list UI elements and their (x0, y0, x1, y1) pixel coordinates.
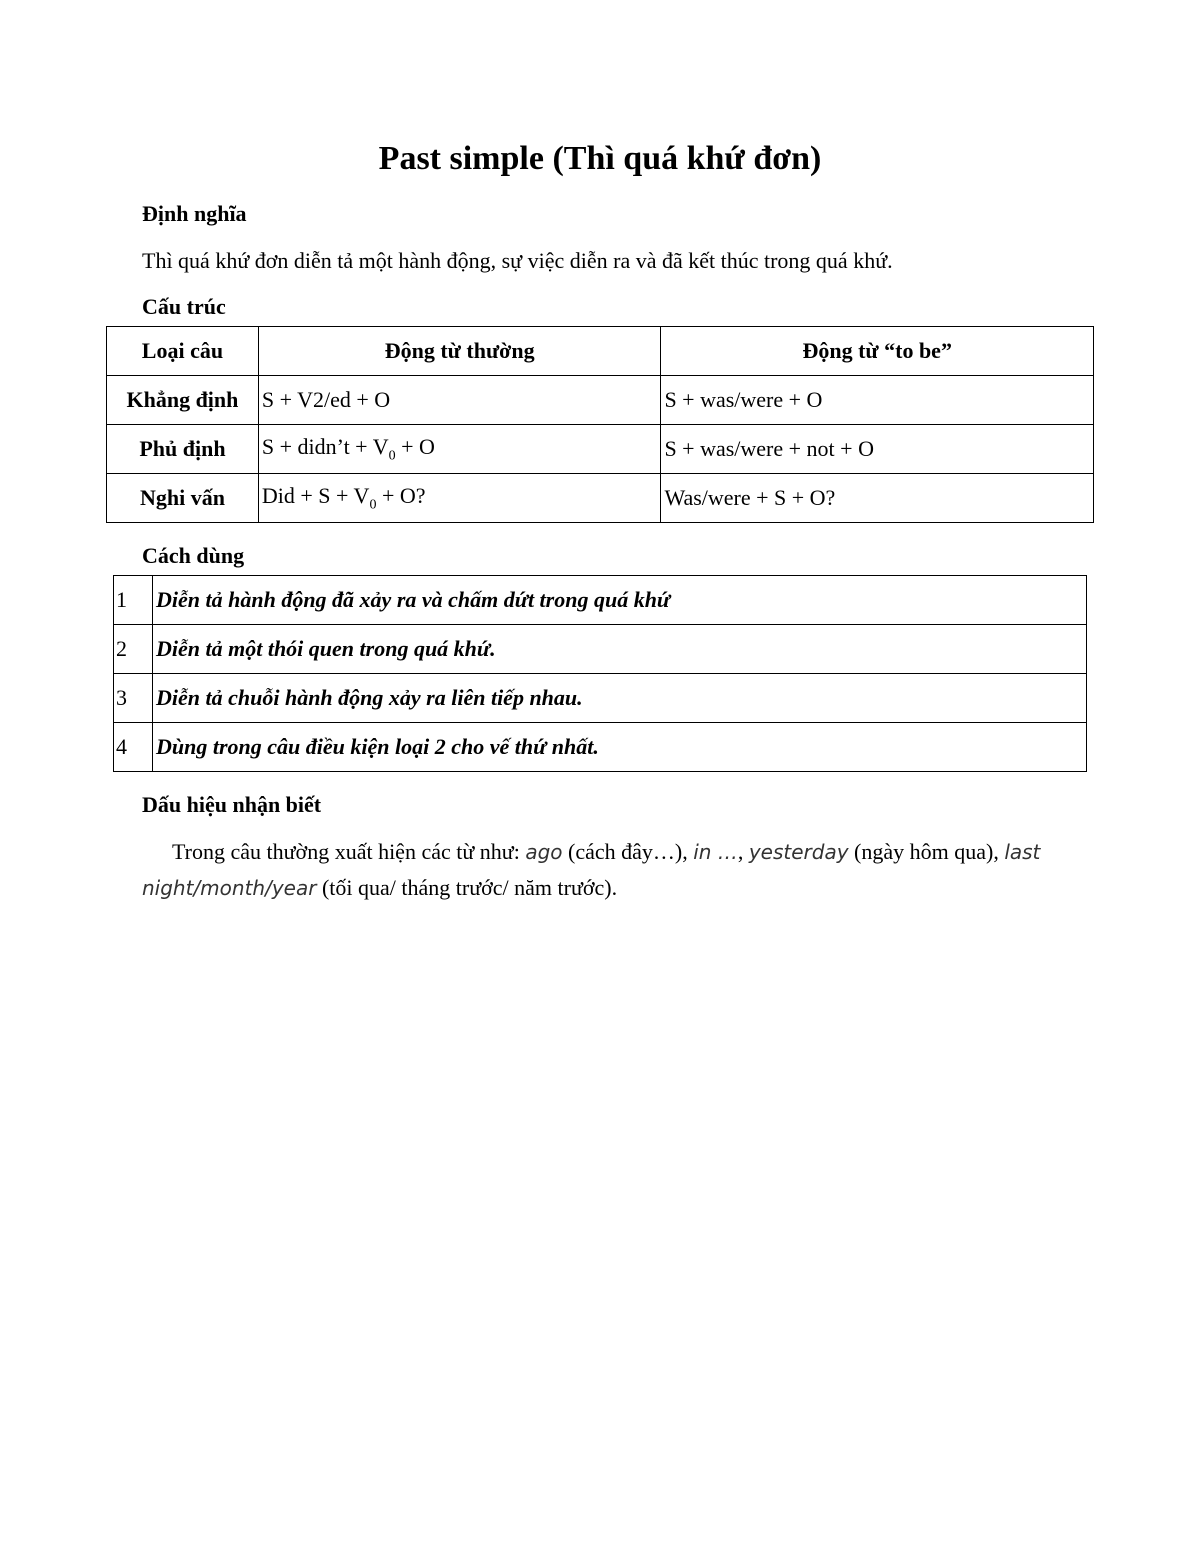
structure-header-row (107, 327, 1094, 376)
structure-row-affirmative (107, 376, 1094, 425)
usage-text: Diễn tả một thói quen trong quá khứ. (153, 625, 1087, 674)
header-to-be: Động từ “to be” (661, 327, 1094, 376)
signs-text (142, 834, 1062, 906)
signs-part: , (737, 839, 749, 864)
signs-part: (cách đây…), (562, 839, 694, 864)
row-type: Nghi vấn (107, 474, 259, 523)
usage-text: Diễn tả hành động đã xảy ra và chấm dứt trong quá khứ (153, 576, 1087, 625)
definition-text: Thì quá khứ đơn diễn tả một hành động, sự việc diễn ra và đã kết thúc trong quá khứ. (142, 248, 893, 273)
row-type: Phủ định (107, 425, 259, 474)
signal-word: ago (525, 840, 563, 864)
regular-formula (258, 425, 661, 474)
row-type: Khẳng định (107, 376, 259, 425)
usage-table (113, 575, 1087, 772)
structure-row-question (107, 474, 1094, 523)
formula-pre: Did + S + V (261, 482, 370, 508)
structure-row-negative (107, 425, 1094, 474)
usage-text: Diễn tả chuỗi hành động xảy ra liên tiếp nhau. (153, 674, 1087, 723)
usage-row (114, 576, 1087, 625)
formula-sub: 0 (369, 497, 377, 513)
usage-text: Dùng trong câu điều kiện loại 2 cho vế thứ nhất. (153, 723, 1087, 772)
regular-formula (258, 474, 661, 523)
signs-part: (ngày hôm qua), (848, 839, 1005, 864)
usage-row (114, 723, 1087, 772)
usage-number: 3 (114, 674, 153, 723)
header-sentence-type: Loại câu (107, 327, 259, 376)
formula-post: + O (395, 433, 435, 459)
to-be-formula: S + was/were + O (661, 376, 1094, 425)
usage-row (114, 625, 1087, 674)
usage-number: 4 (114, 723, 153, 772)
signal-word: in … (693, 840, 738, 864)
page-title: Past simple (Thì quá khứ đơn) (378, 140, 822, 177)
usage-heading: Cách dùng (142, 543, 245, 568)
to-be-formula: Was/were + S + O? (661, 474, 1094, 523)
usage-number: 1 (114, 576, 153, 625)
formula-post: + O? (376, 482, 426, 508)
to-be-formula: S + was/were + not + O (661, 425, 1094, 474)
regular-formula: S + V2/ed + O (258, 376, 661, 425)
usage-row (114, 674, 1087, 723)
signal-word: yesterday (748, 840, 849, 864)
formula-pre: S + didn’t + V (261, 433, 389, 459)
structure-table (106, 326, 1094, 523)
definition-heading: Định nghĩa (142, 201, 247, 226)
signs-heading: Dấu hiệu nhận biết (142, 792, 322, 817)
usage-number: 2 (114, 625, 153, 674)
header-regular-verb: Động từ thường (258, 327, 661, 376)
signal-word: last night/month/year (142, 840, 1041, 900)
formula-sub: 0 (388, 448, 396, 464)
signs-part: (tối qua/ tháng trước/ năm trước). (316, 875, 618, 900)
signs-part: Trong câu thường xuất hiện các từ như: (172, 839, 526, 864)
structure-heading: Cấu trúc (142, 294, 226, 319)
